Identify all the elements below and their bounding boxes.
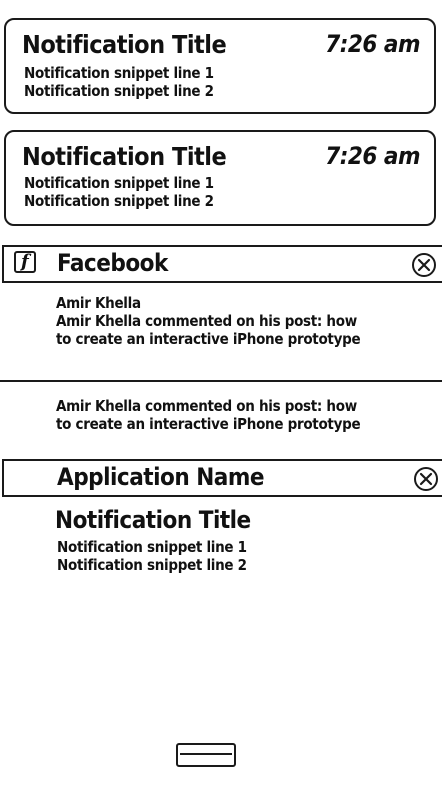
list-divider	[0, 380, 442, 382]
application-group-header[interactable]	[2, 459, 442, 497]
facebook-group-header[interactable]	[2, 245, 442, 283]
facebook-item-message-line-2: to create an interactive iPhone prototype	[56, 415, 361, 433]
notification-snippet-line-2: Notification snippet line 2	[57, 556, 247, 574]
notification-card-1[interactable]	[4, 18, 436, 114]
close-icon-glyph	[417, 258, 431, 272]
application-name: Application Name	[57, 463, 265, 491]
notification-time: 7:26 am	[325, 30, 420, 58]
facebook-item-message-line-1: Amir Khella commented on his post: how	[56, 397, 357, 415]
home-handle-icon[interactable]	[176, 743, 236, 767]
close-icon[interactable]	[414, 467, 438, 491]
notification-title: Notification Title	[55, 506, 251, 534]
facebook-item-message-line-2: to create an interactive iPhone prototype	[56, 330, 361, 348]
facebook-icon-glyph: f	[21, 251, 29, 272]
notification-snippet-line-2: Notification snippet line 2	[24, 192, 214, 210]
notification-snippet-line-1: Notification snippet line 1	[24, 174, 214, 192]
notification-title: Notification Title	[22, 142, 227, 171]
home-handle-line	[180, 753, 232, 755]
facebook-item-message-line-1: Amir Khella commented on his post: how	[56, 312, 357, 330]
notification-snippet-line-2: Notification snippet line 2	[24, 82, 214, 100]
notification-time: 7:26 am	[325, 142, 420, 170]
close-icon[interactable]	[412, 253, 436, 277]
close-icon-glyph	[419, 472, 433, 486]
facebook-item-author: Amir Khella	[56, 294, 141, 312]
facebook-app-name: Facebook	[57, 249, 168, 277]
notification-snippet-line-1: Notification snippet line 1	[24, 64, 214, 82]
notification-title: Notification Title	[22, 30, 227, 59]
facebook-icon	[14, 251, 36, 273]
notification-card-2[interactable]	[4, 130, 436, 226]
notification-snippet-line-1: Notification snippet line 1	[57, 538, 247, 556]
